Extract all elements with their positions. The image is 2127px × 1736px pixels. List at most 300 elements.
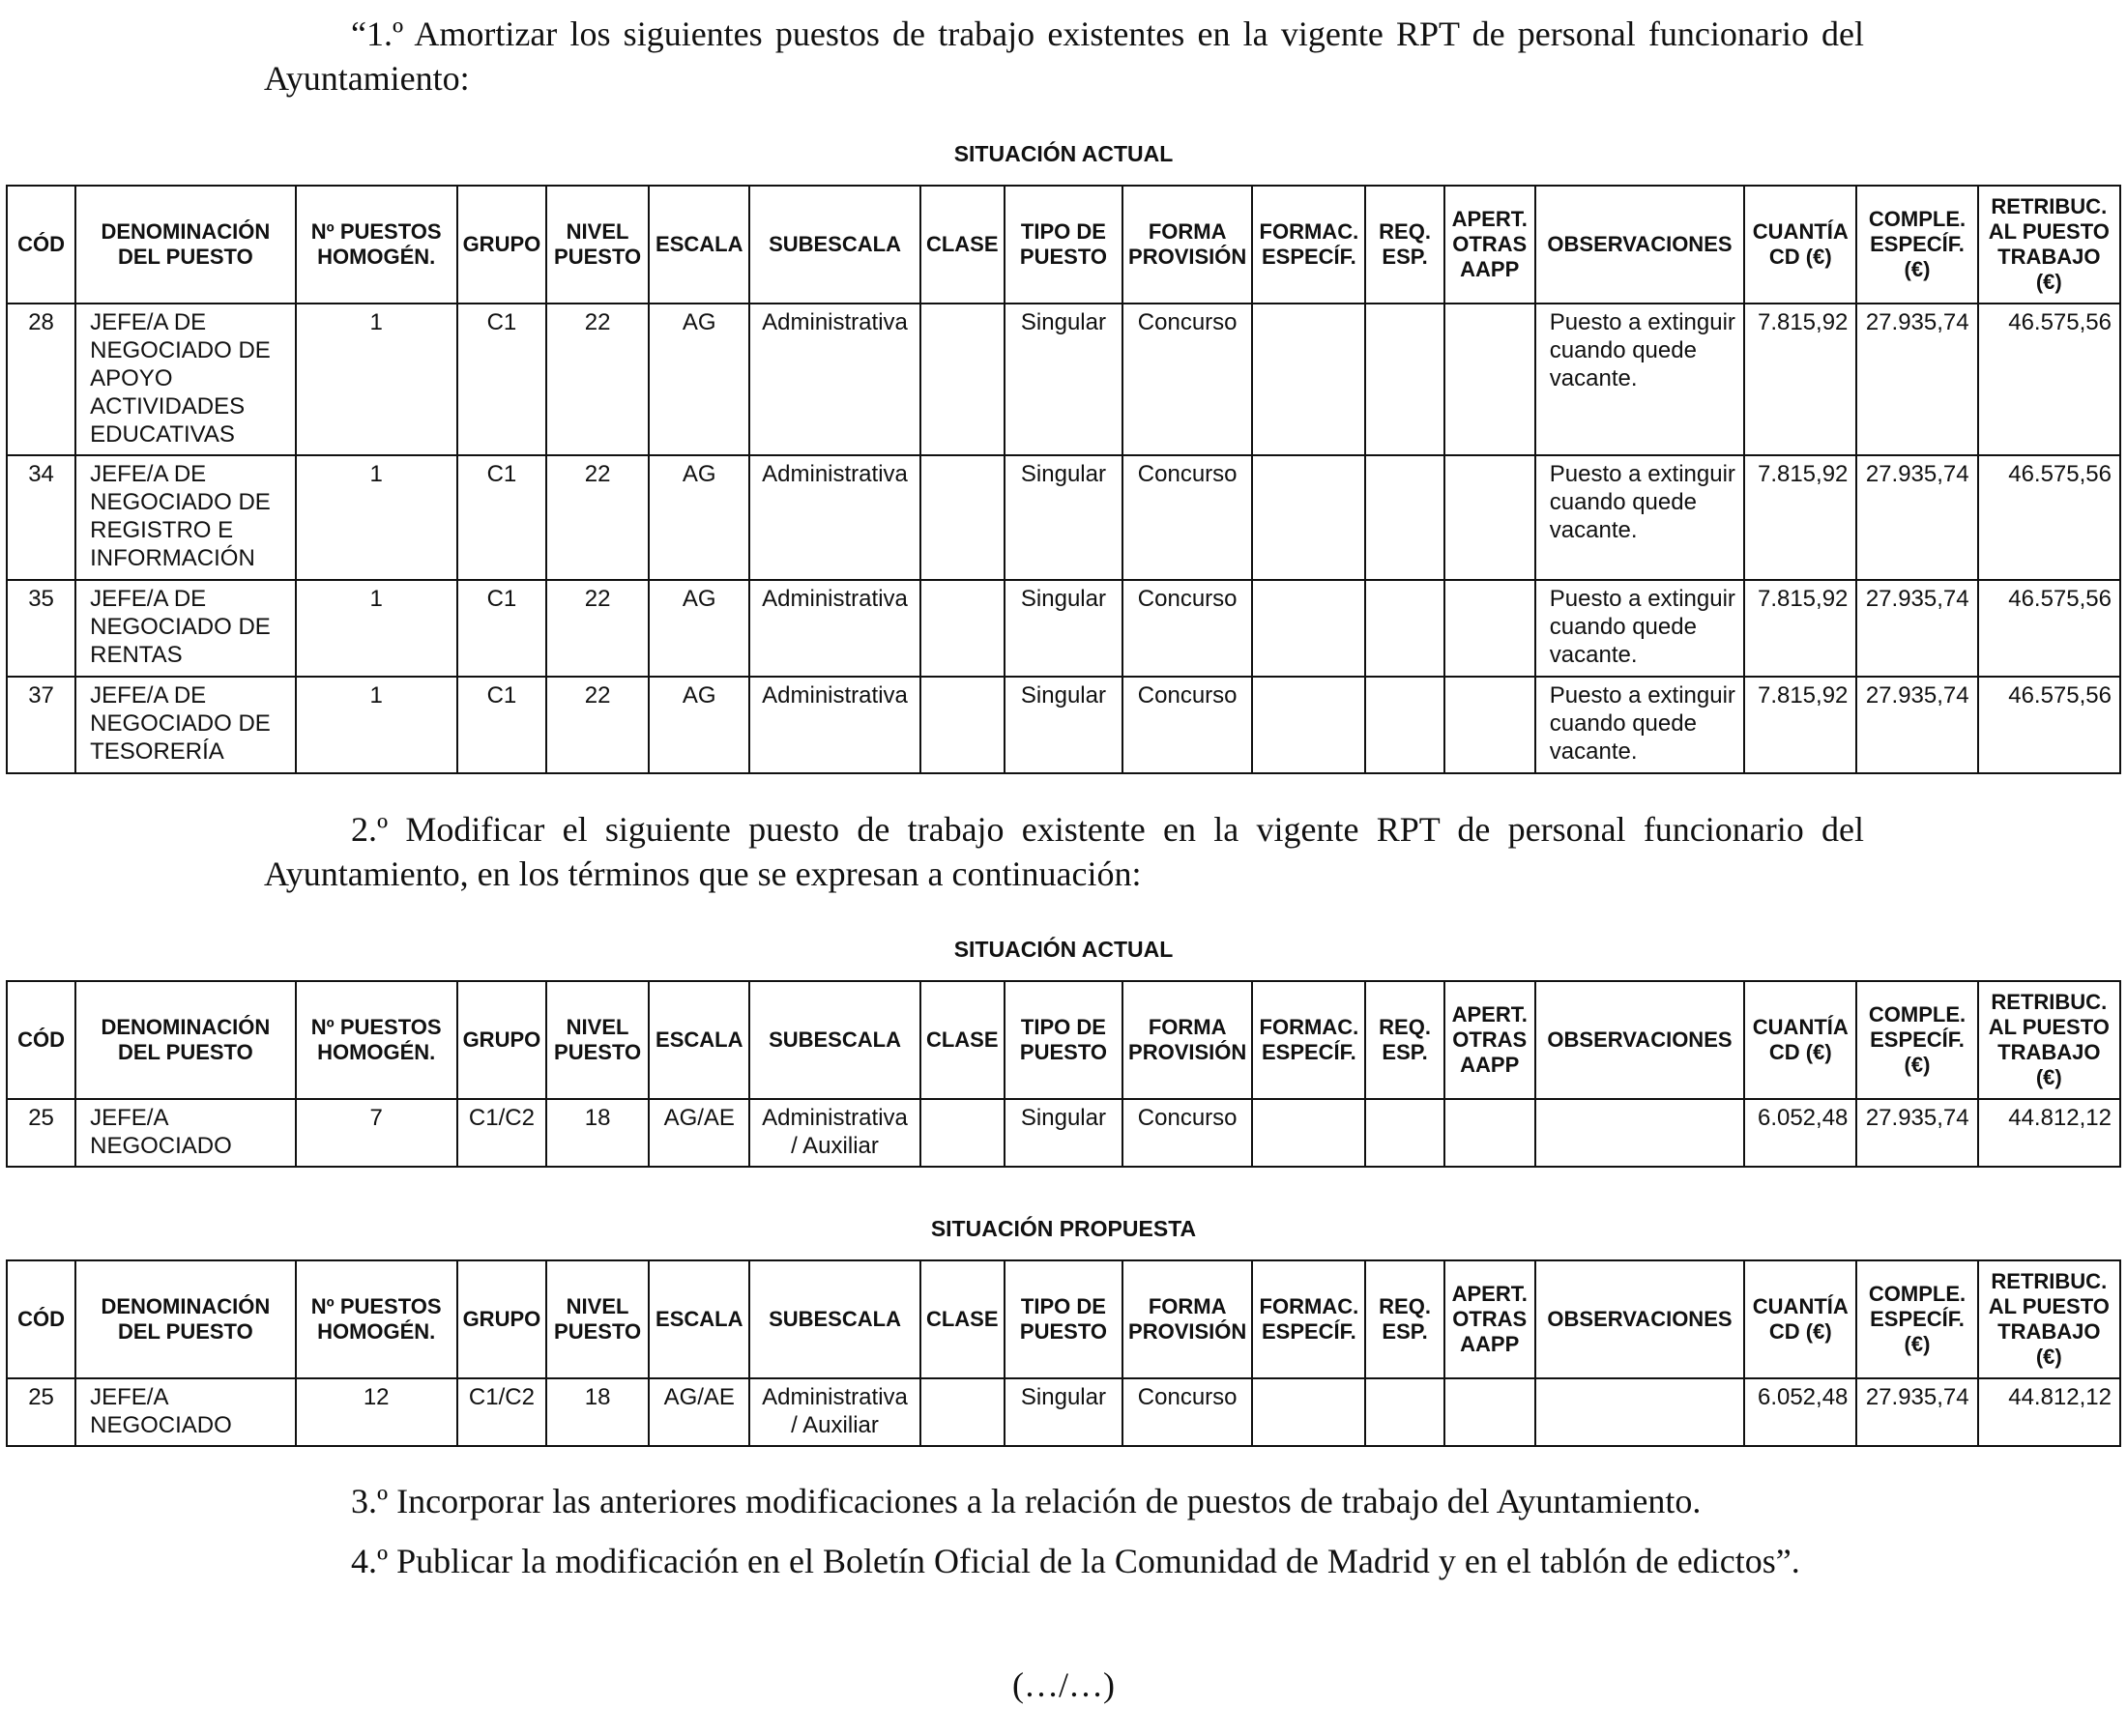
- header-text: (€): [2035, 270, 2062, 294]
- header-text: PROVISIÓN: [1128, 1040, 1247, 1064]
- column-header-puestos: [296, 981, 457, 1099]
- column-header-req: [1365, 186, 1443, 304]
- header-text: ESPECÍF.: [1261, 245, 1356, 269]
- cell-cod: 37: [7, 677, 75, 773]
- header-text: ESP.: [1382, 1040, 1428, 1064]
- cell-req: [1365, 1099, 1443, 1167]
- cell-formac: [1252, 1099, 1365, 1167]
- column-header-apert: [1444, 186, 1535, 304]
- cell-line: NEGOCIADO DE: [90, 614, 271, 640]
- header-text: ESP.: [1382, 1319, 1428, 1344]
- cell-req: [1365, 677, 1443, 773]
- header-text: CÓD: [17, 232, 65, 256]
- cell-cod: 34: [7, 455, 75, 580]
- cell-nivel: 18: [546, 1378, 649, 1446]
- cell-clase: [920, 1099, 1005, 1167]
- column-header-comple: [1856, 1260, 1977, 1378]
- header-text: CD (€): [1768, 1319, 1832, 1344]
- header-text: TRABAJO: [1997, 245, 2101, 269]
- column-header-cod: [7, 1260, 75, 1378]
- header-text: OBSERVACIONES: [1547, 1027, 1733, 1052]
- column-header-clase: [920, 981, 1005, 1099]
- table-header-row: [7, 981, 2120, 1099]
- cell-cuantia: 6.052,48: [1744, 1099, 1856, 1167]
- header-text: (€): [1904, 1053, 1931, 1077]
- column-header-forma: [1122, 981, 1252, 1099]
- cell-clase: [920, 455, 1005, 580]
- column-header-puestos: [296, 1260, 457, 1378]
- cell-nivel: 22: [546, 677, 649, 773]
- table-header-row: [7, 186, 2120, 304]
- header-text: FORMAC.: [1259, 219, 1359, 244]
- header-text: CLASE: [925, 232, 999, 256]
- cell-line: ACTIVIDADES: [90, 393, 246, 420]
- cell-cod: 28: [7, 304, 75, 455]
- column-header-retrib: [1978, 186, 2120, 304]
- cell-line: JEFE/A: [90, 1105, 169, 1131]
- cell-line: JEFE/A DE: [90, 309, 207, 335]
- cell-nivel: 22: [546, 580, 649, 677]
- cell-observaciones: [1535, 580, 1744, 677]
- header-text: FORMA: [1148, 1294, 1227, 1318]
- header-text: CD (€): [1768, 1040, 1832, 1064]
- cell-tipo: Singular: [1005, 1378, 1122, 1446]
- column-header-forma: [1122, 1260, 1252, 1378]
- cell-cuantia: 7.815,92: [1744, 580, 1856, 677]
- header-text: CD (€): [1768, 245, 1832, 269]
- header-text: DEL PUESTO: [117, 1319, 253, 1344]
- column-header-tipo: [1005, 1260, 1122, 1378]
- cell-line: vacante.: [1549, 738, 1638, 765]
- table-2-caption: SITUACIÓN ACTUAL: [953, 937, 1174, 962]
- header-text: (€): [2035, 1065, 2062, 1089]
- cell-subescala: Administrativa: [749, 677, 919, 773]
- table-row: [7, 580, 2120, 677]
- header-text: CLASE: [925, 1307, 999, 1331]
- header-text: CUANTÍA: [1752, 1015, 1849, 1039]
- cell-line: REGISTRO E: [90, 517, 234, 543]
- header-text: ESCALA: [656, 1027, 743, 1052]
- header-text: RETRIBUC.: [1991, 1269, 2108, 1293]
- continuation-mark: (…/…): [1012, 1665, 1115, 1704]
- column-header-subescala: [749, 1260, 919, 1378]
- header-text: APERT.: [1451, 1002, 1528, 1027]
- cell-line: NEGOCIADO DE: [90, 489, 271, 515]
- cell-line: / Auxiliar: [791, 1133, 879, 1159]
- header-text: FORMAC.: [1259, 1015, 1359, 1039]
- column-header-req: [1365, 981, 1443, 1099]
- cell-puestos: 1: [296, 455, 457, 580]
- cell-tipo: Singular: [1005, 580, 1122, 677]
- cell-denominacion: [75, 580, 295, 677]
- cell-comple: 27.935,74: [1856, 304, 1977, 455]
- header-text: NIVEL: [566, 1294, 629, 1318]
- header-text: APERT.: [1451, 1282, 1528, 1306]
- header-text: COMPLE.: [1868, 207, 1967, 231]
- header-text: (€): [1904, 257, 1931, 281]
- cell-grupo: C1/C2: [457, 1378, 546, 1446]
- cell-line: vacante.: [1549, 642, 1638, 668]
- cell-line: JEFE/A DE: [90, 682, 207, 709]
- cell-puestos: 12: [296, 1378, 457, 1446]
- column-header-formac: [1252, 981, 1365, 1099]
- header-text: REQ.: [1379, 1015, 1431, 1039]
- cell-escala: AG/AE: [649, 1378, 749, 1446]
- header-text: GRUPO: [462, 1027, 541, 1052]
- header-text: RETRIBUC.: [1991, 194, 2108, 218]
- header-text: TRABAJO: [1997, 1319, 2101, 1344]
- header-text: OTRAS: [1452, 1027, 1528, 1052]
- cell-subescala: [749, 1378, 919, 1446]
- header-text: (€): [1904, 1332, 1931, 1356]
- cell-subescala: Administrativa: [749, 580, 919, 677]
- header-text: REQ.: [1379, 1294, 1431, 1318]
- cell-line: NEGOCIADO DE: [90, 710, 271, 737]
- cell-denominacion: [75, 677, 295, 773]
- cell-tipo: Singular: [1005, 304, 1122, 455]
- cell-grupo: C1: [457, 455, 546, 580]
- cell-subescala: Administrativa: [749, 455, 919, 580]
- cell-grupo: C1: [457, 677, 546, 773]
- cell-line: NEGOCIADO DE: [90, 337, 271, 363]
- header-text: DENOMINACIÓN: [101, 1015, 271, 1039]
- header-text: HOMOGÉN.: [317, 245, 436, 269]
- cell-cod: 35: [7, 580, 75, 677]
- cell-clase: [920, 677, 1005, 773]
- cell-puestos: 1: [296, 580, 457, 677]
- column-header-denominacion: [75, 981, 295, 1099]
- cell-comple: 27.935,74: [1856, 455, 1977, 580]
- cell-observaciones: [1535, 677, 1744, 773]
- header-text: ESPECÍF.: [1870, 1027, 1965, 1052]
- column-header-subescala: [749, 186, 919, 304]
- column-header-formac: [1252, 1260, 1365, 1378]
- cell-escala: AG/AE: [649, 1099, 749, 1167]
- table-row: [7, 1378, 2120, 1446]
- cell-clase: [920, 1378, 1005, 1446]
- column-header-comple: [1856, 981, 1977, 1099]
- cell-comple: 27.935,74: [1856, 1378, 1977, 1446]
- column-header-comple: [1856, 186, 1977, 304]
- cell-nivel: 22: [546, 455, 649, 580]
- cell-forma: Concurso: [1122, 677, 1252, 773]
- cell-denominacion: [75, 1099, 295, 1167]
- cell-tipo: Singular: [1005, 1099, 1122, 1167]
- table-situacion-actual-2: [6, 980, 2121, 1168]
- header-text: ESCALA: [656, 232, 743, 256]
- cell-denominacion: [75, 1378, 295, 1446]
- cell-retrib: 46.575,56: [1978, 677, 2120, 773]
- header-text: FORMA: [1148, 219, 1227, 244]
- column-header-cod: [7, 981, 75, 1099]
- cell-escala: AG: [649, 580, 749, 677]
- cell-retrib: 46.575,56: [1978, 304, 2120, 455]
- column-header-grupo: [457, 186, 546, 304]
- paragraph-3: 3.º Incorporar las anteriores modificaciones a la relación de puestos de trabajo del Ayuntamiento.: [351, 1482, 1702, 1520]
- header-text: Nº PUESTOS: [310, 1015, 442, 1039]
- header-text: CÓD: [17, 1027, 65, 1052]
- column-header-tipo: [1005, 186, 1122, 304]
- header-text: Nº PUESTOS: [310, 1294, 442, 1318]
- cell-line: cuando quede: [1549, 489, 1697, 515]
- cell-comple: 27.935,74: [1856, 1099, 1977, 1167]
- column-header-observaciones: [1535, 1260, 1744, 1378]
- cell-observaciones: [1535, 455, 1744, 580]
- header-text: RETRIBUC.: [1991, 990, 2108, 1014]
- header-text: HOMOGÉN.: [317, 1319, 436, 1344]
- cell-line: NEGOCIADO: [90, 1412, 232, 1438]
- cell-forma: Concurso: [1122, 580, 1252, 677]
- header-text: AL PUESTO: [1988, 1015, 2110, 1039]
- column-header-denominacion: [75, 186, 295, 304]
- header-text: DEL PUESTO: [117, 1040, 253, 1064]
- column-header-apert: [1444, 981, 1535, 1099]
- cell-observaciones: [1535, 304, 1744, 455]
- cell-grupo: C1: [457, 304, 546, 455]
- cell-line: TESORERÍA: [90, 738, 224, 765]
- table-header-row: [7, 1260, 2120, 1378]
- cell-apert: [1444, 304, 1535, 455]
- paragraph-2: 2.º Modificar el siguiente puesto de trabajo existente en la vigente RPT de personal funcionario del Ayuntamiento, en los términos que se expresan a continuación:: [264, 810, 1864, 893]
- column-header-forma: [1122, 186, 1252, 304]
- cell-formac: [1252, 580, 1365, 677]
- cell-line: Puesto a extinguir: [1549, 682, 1735, 709]
- cell-line: RENTAS: [90, 642, 183, 668]
- cell-grupo: C1/C2: [457, 1099, 546, 1167]
- cell-line: cuando quede: [1549, 614, 1697, 640]
- header-text: OTRAS: [1452, 232, 1528, 256]
- cell-forma: Concurso: [1122, 455, 1252, 580]
- header-text: OBSERVACIONES: [1547, 232, 1733, 256]
- cell-line: JEFE/A DE: [90, 586, 207, 612]
- cell-line: Administrativa: [762, 1105, 908, 1131]
- header-text: ESPECÍF.: [1870, 1307, 1965, 1331]
- paragraph-1: “1.º Amortizar los siguientes puestos de trabajo existentes en la vigente RPT de personal funcionario del Ayuntamiento:: [264, 14, 1864, 98]
- header-text: OTRAS: [1452, 1307, 1528, 1331]
- column-header-cod: [7, 186, 75, 304]
- header-text: PROVISIÓN: [1128, 245, 1247, 269]
- column-header-cuantia: [1744, 1260, 1856, 1378]
- header-text: FORMAC.: [1259, 1294, 1359, 1318]
- column-header-retrib: [1978, 1260, 2120, 1378]
- header-text: ESPECÍF.: [1870, 232, 1965, 256]
- cell-denominacion: [75, 455, 295, 580]
- column-header-formac: [1252, 186, 1365, 304]
- header-text: APERT.: [1451, 207, 1528, 231]
- column-header-puestos: [296, 186, 457, 304]
- cell-req: [1365, 1378, 1443, 1446]
- header-text: PUESTO: [554, 1319, 642, 1344]
- cell-line: cuando quede: [1549, 337, 1697, 363]
- cell-escala: AG: [649, 677, 749, 773]
- cell-retrib: 46.575,56: [1978, 580, 2120, 677]
- cell-cod: 25: [7, 1378, 75, 1446]
- cell-cuantia: 7.815,92: [1744, 677, 1856, 773]
- table-situacion-actual-1: [6, 185, 2121, 774]
- cell-line: INFORMACIÓN: [90, 545, 255, 571]
- column-header-req: [1365, 1260, 1443, 1378]
- cell-line: Puesto a extinguir: [1549, 309, 1735, 335]
- cell-clase: [920, 580, 1005, 677]
- table-row: [7, 677, 2120, 773]
- header-text: COMPLE.: [1868, 1282, 1967, 1306]
- cell-denominacion: [75, 304, 295, 455]
- column-header-nivel: [546, 981, 649, 1099]
- header-text: AAPP: [1460, 1053, 1520, 1077]
- header-text: NIVEL: [566, 219, 629, 244]
- cell-line: Puesto a extinguir: [1549, 586, 1735, 612]
- cell-subescala: Administrativa: [749, 304, 919, 455]
- cell-retrib: 46.575,56: [1978, 455, 2120, 580]
- cell-line: vacante.: [1549, 517, 1638, 543]
- header-text: HOMOGÉN.: [317, 1040, 436, 1064]
- table-row: [7, 455, 2120, 580]
- cell-grupo: C1: [457, 580, 546, 677]
- cell-line: cuando quede: [1549, 710, 1697, 737]
- column-header-observaciones: [1535, 981, 1744, 1099]
- header-text: PROVISIÓN: [1128, 1319, 1247, 1344]
- cell-retrib: 44.812,12: [1978, 1378, 2120, 1446]
- header-text: AL PUESTO: [1988, 219, 2110, 244]
- column-header-nivel: [546, 186, 649, 304]
- header-text: CLASE: [925, 1027, 999, 1052]
- header-text: TIPO DE: [1020, 1294, 1106, 1318]
- cell-formac: [1252, 677, 1365, 773]
- header-text: PUESTO: [554, 1040, 642, 1064]
- cell-formac: [1252, 304, 1365, 455]
- header-text: NIVEL: [566, 1015, 629, 1039]
- header-text: CÓD: [17, 1307, 65, 1331]
- cell-line: Administrativa: [762, 1384, 908, 1410]
- column-header-denominacion: [75, 1260, 295, 1378]
- header-text: PUESTO: [1019, 1040, 1107, 1064]
- cell-observaciones: [1535, 1378, 1744, 1446]
- header-text: ESCALA: [656, 1307, 743, 1331]
- column-header-subescala: [749, 981, 919, 1099]
- cell-req: [1365, 580, 1443, 677]
- cell-line: APOYO: [90, 365, 173, 391]
- cell-puestos: 1: [296, 677, 457, 773]
- cell-nivel: 22: [546, 304, 649, 455]
- cell-apert: [1444, 677, 1535, 773]
- cell-line: NEGOCIADO: [90, 1133, 232, 1159]
- cell-escala: AG: [649, 455, 749, 580]
- header-text: ESPECÍF.: [1261, 1319, 1356, 1344]
- table-row: [7, 1099, 2120, 1167]
- header-text: CUANTÍA: [1752, 1294, 1849, 1318]
- header-text: AAPP: [1460, 257, 1520, 281]
- header-text: PUESTO: [554, 245, 642, 269]
- cell-line: EDUCATIVAS: [90, 421, 235, 448]
- cell-clase: [920, 304, 1005, 455]
- cell-formac: [1252, 455, 1365, 580]
- column-header-cuantia: [1744, 186, 1856, 304]
- header-text: DENOMINACIÓN: [101, 219, 271, 244]
- column-header-clase: [920, 1260, 1005, 1378]
- table-situacion-propuesta: [6, 1259, 2121, 1447]
- table-3-caption: SITUACIÓN PROPUESTA: [930, 1216, 1197, 1241]
- cell-forma: Concurso: [1122, 304, 1252, 455]
- cell-subescala: [749, 1099, 919, 1167]
- column-header-observaciones: [1535, 186, 1744, 304]
- header-text: OBSERVACIONES: [1547, 1307, 1733, 1331]
- cell-observaciones: [1535, 1099, 1744, 1167]
- cell-line: JEFE/A DE: [90, 461, 207, 487]
- header-text: REQ.: [1379, 219, 1431, 244]
- cell-comple: 27.935,74: [1856, 580, 1977, 677]
- column-header-grupo: [457, 981, 546, 1099]
- table-1-caption: SITUACIÓN ACTUAL: [953, 141, 1174, 166]
- cell-forma: Concurso: [1122, 1378, 1252, 1446]
- cell-formac: [1252, 1378, 1365, 1446]
- cell-cuantia: 6.052,48: [1744, 1378, 1856, 1446]
- column-header-cuantia: [1744, 981, 1856, 1099]
- cell-retrib: 44.812,12: [1978, 1099, 2120, 1167]
- cell-apert: [1444, 580, 1535, 677]
- cell-nivel: 18: [546, 1099, 649, 1167]
- cell-forma: Concurso: [1122, 1099, 1252, 1167]
- header-text: ESP.: [1382, 245, 1428, 269]
- header-text: (€): [2035, 1345, 2062, 1369]
- cell-apert: [1444, 1378, 1535, 1446]
- cell-puestos: 7: [296, 1099, 457, 1167]
- header-text: DENOMINACIÓN: [101, 1294, 271, 1318]
- cell-tipo: Singular: [1005, 677, 1122, 773]
- column-header-escala: [649, 186, 749, 304]
- column-header-retrib: [1978, 981, 2120, 1099]
- cell-line: / Auxiliar: [791, 1412, 879, 1438]
- cell-tipo: Singular: [1005, 455, 1122, 580]
- cell-comple: 27.935,74: [1856, 677, 1977, 773]
- cell-line: Puesto a extinguir: [1549, 461, 1735, 487]
- cell-apert: [1444, 455, 1535, 580]
- cell-cod: 25: [7, 1099, 75, 1167]
- header-text: FORMA: [1148, 1015, 1227, 1039]
- header-text: DEL PUESTO: [117, 245, 253, 269]
- cell-puestos: 1: [296, 304, 457, 455]
- column-header-escala: [649, 981, 749, 1099]
- column-header-tipo: [1005, 981, 1122, 1099]
- header-text: GRUPO: [462, 1307, 541, 1331]
- header-text: AAPP: [1460, 1332, 1520, 1356]
- header-text: SUBESCALA: [769, 1027, 901, 1052]
- header-text: TIPO DE: [1020, 219, 1106, 244]
- column-header-apert: [1444, 1260, 1535, 1378]
- header-text: TRABAJO: [1997, 1040, 2101, 1064]
- cell-cuantia: 7.815,92: [1744, 455, 1856, 580]
- header-text: CUANTÍA: [1752, 219, 1849, 244]
- table-row: [7, 304, 2120, 455]
- cell-line: vacante.: [1549, 365, 1638, 391]
- column-header-nivel: [546, 1260, 649, 1378]
- cell-cuantia: 7.815,92: [1744, 304, 1856, 455]
- header-text: COMPLE.: [1868, 1002, 1967, 1027]
- header-text: ESPECÍF.: [1261, 1040, 1356, 1064]
- header-text: SUBESCALA: [769, 232, 901, 256]
- cell-req: [1365, 455, 1443, 580]
- cell-line: JEFE/A: [90, 1384, 169, 1410]
- header-text: SUBESCALA: [769, 1307, 901, 1331]
- column-header-grupo: [457, 1260, 546, 1378]
- column-header-escala: [649, 1260, 749, 1378]
- cell-apert: [1444, 1099, 1535, 1167]
- header-text: PUESTO: [1019, 1319, 1107, 1344]
- paragraph-4: 4.º Publicar la modificación en el Boletín Oficial de la Comunidad de Madrid y en el tablón de edictos”.: [351, 1542, 1800, 1580]
- cell-escala: AG: [649, 304, 749, 455]
- header-text: PUESTO: [1019, 245, 1107, 269]
- header-text: TIPO DE: [1020, 1015, 1106, 1039]
- header-text: AL PUESTO: [1988, 1294, 2110, 1318]
